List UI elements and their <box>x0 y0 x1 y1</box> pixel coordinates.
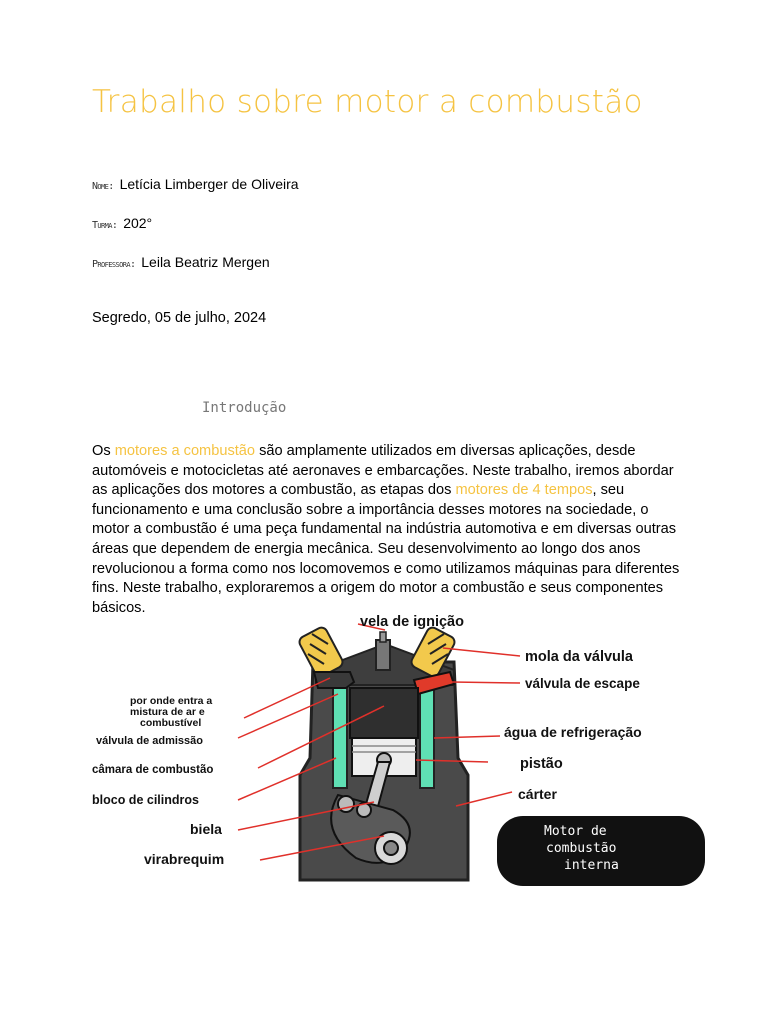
link-motores-4-tempos[interactable]: motores de 4 tempos <box>455 482 593 499</box>
caption-line-1: Motor de <box>544 824 607 839</box>
label-pistao: pistão <box>520 756 563 772</box>
name-value: Letícia Limberger de Oliveira <box>119 176 299 192</box>
coolant-right <box>420 688 434 788</box>
label-camara-combustao: câmara de combustão <box>92 764 214 776</box>
para-text-3: , seu funcionamento e uma conclusão sobre a importância desses motores na sociedade, o motor a combustão é uma peça fundamental na indústria automotiva e em diversas outras áreas que dependem de energia mecânica. Seu desenvolvimento ao longo dos anos revolucionou a forma como nos locomovemos e como utilizamos máquinas para diferentes fins. Neste trabalho, exploraremos a origem do motor a combustão e seus componentes básicos. <box>92 482 680 616</box>
label-entrada-linha-1: por onde entra a <box>130 695 213 707</box>
name-field <box>92 176 299 192</box>
label-virabrequim: virabrequim <box>144 851 225 867</box>
engine-illustration <box>297 626 468 880</box>
intro-paragraph <box>92 442 682 618</box>
document-date: Segredo, 05 de julho, 2024 <box>92 310 267 326</box>
link-motores-combustao[interactable]: motores a combustão <box>114 443 256 459</box>
caption-line-3: interna <box>564 858 619 873</box>
label-mola-valvula: mola da válvula <box>525 649 633 665</box>
label-valvula-escape: válvula de escape <box>525 676 640 691</box>
para-text-1: Os <box>92 443 115 459</box>
coolant-left <box>333 688 347 788</box>
label-carter: cárter <box>518 786 557 802</box>
label-agua-refrigeracao: água de refrigeração <box>504 724 642 740</box>
class-value: 202° <box>123 215 153 231</box>
class-label: Turma: <box>92 220 118 231</box>
spark-plug <box>376 640 390 670</box>
label-biela: biela <box>190 821 222 837</box>
label-valvula-admissao: válvula de admissão <box>96 735 203 747</box>
label-vela-ignicao: vela de ignição <box>360 614 464 630</box>
name-label: Nome: <box>92 181 114 192</box>
caption-line-2: combustão <box>546 841 617 856</box>
label-entrada-linha-3: combustível <box>140 717 202 729</box>
class-field <box>92 215 152 231</box>
section-heading: Introdução <box>202 400 287 416</box>
document-title: Trabalho sobre motor a combustão <box>92 84 643 120</box>
combustion-chamber <box>350 688 418 738</box>
caption-badge <box>497 816 705 886</box>
teacher-value: Leila Beatriz Mergen <box>141 254 270 270</box>
engine-diagram <box>88 610 713 895</box>
teacher-label: Professora: <box>92 259 136 270</box>
label-bloco-cilindros: bloco de cilindros <box>92 793 199 807</box>
teacher-field <box>92 254 270 270</box>
intake-valve <box>314 672 354 688</box>
para-text-2: são amplamente utilizados em diversas aplicações, desde automóveis e motocicletas até aeronaves e embarcações. Neste trabalho, iremos abordar as aplicações dos motores a combustão, as etapas dos <box>92 443 674 499</box>
label-entrada-linha-2: mistura de ar e <box>130 706 205 718</box>
